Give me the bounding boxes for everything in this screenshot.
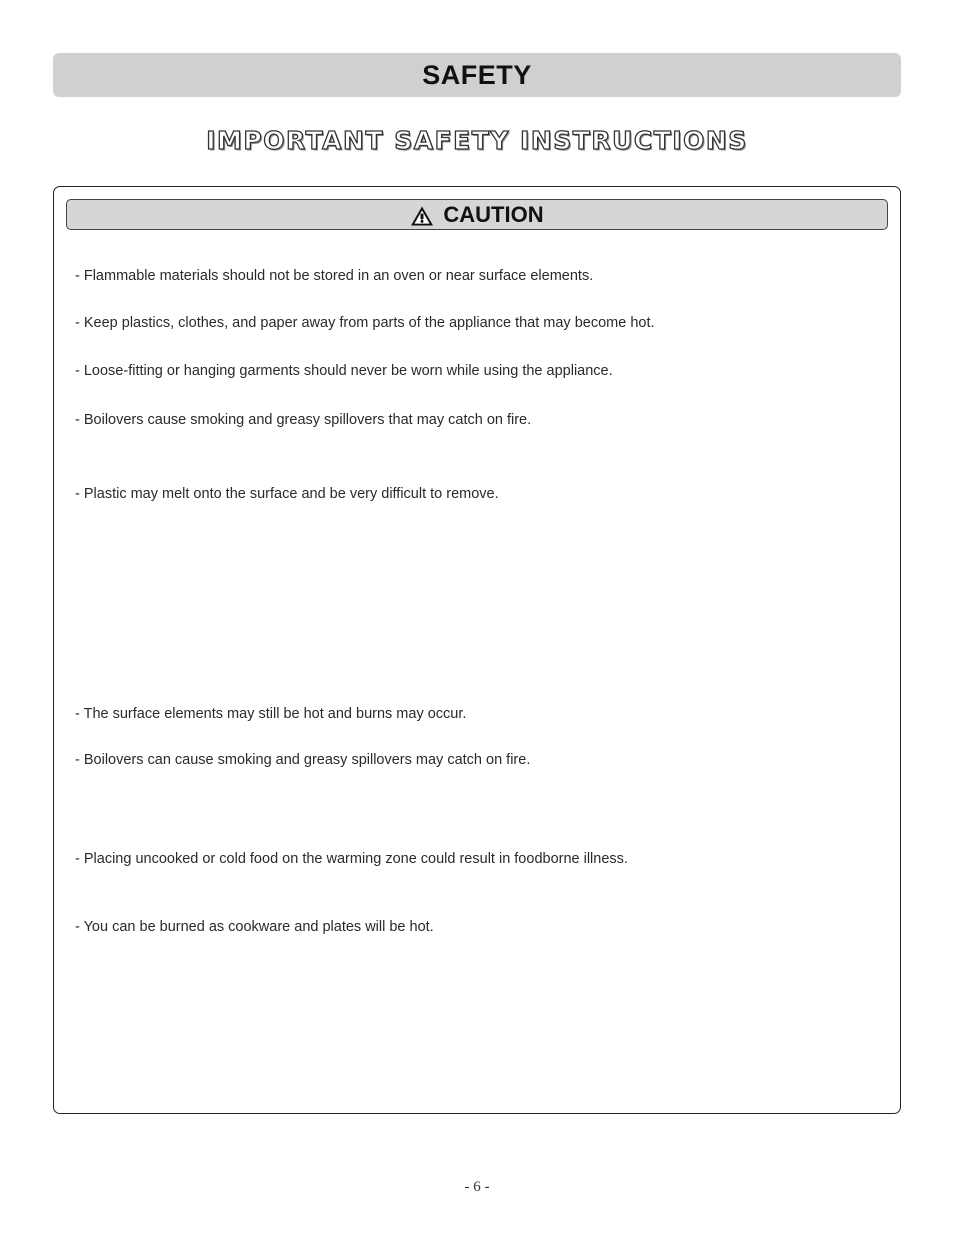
warning-triangle-icon	[410, 205, 434, 227]
caution-item: - Loose-fitting or hanging garments should never be worn while using the appliance.	[75, 363, 613, 379]
caution-item: - You can be burned as cookware and plates will be hot.	[75, 919, 434, 935]
caution-label: CAUTION	[443, 201, 544, 227]
section-title: SAFETY	[422, 59, 532, 90]
page-number: - 6 -	[464, 1179, 490, 1195]
section-header-bar	[53, 53, 901, 97]
caution-item: - The surface elements may still be hot and burns may occur.	[75, 706, 467, 722]
caution-item: - Flammable materials should not be stored in an oven or near surface elements.	[75, 268, 594, 284]
caution-item: - Boilovers cause smoking and greasy spillovers that may catch on fire.	[75, 412, 532, 428]
page-heading: IMPORTANT SAFETY INSTRUCTIONS	[206, 126, 748, 155]
caution-panel	[53, 186, 901, 1114]
caution-item: - Placing uncooked or cold food on the warming zone could result in foodborne illness.	[75, 851, 628, 867]
caution-header-bar	[66, 199, 888, 230]
caution-item: - Boilovers can cause smoking and greasy spillovers may catch on fire.	[75, 752, 531, 768]
caution-item: - Keep plastics, clothes, and paper away from parts of the appliance that may become hot.	[75, 315, 655, 331]
caution-item: - Plastic may melt onto the surface and be very difficult to remove.	[75, 486, 499, 502]
